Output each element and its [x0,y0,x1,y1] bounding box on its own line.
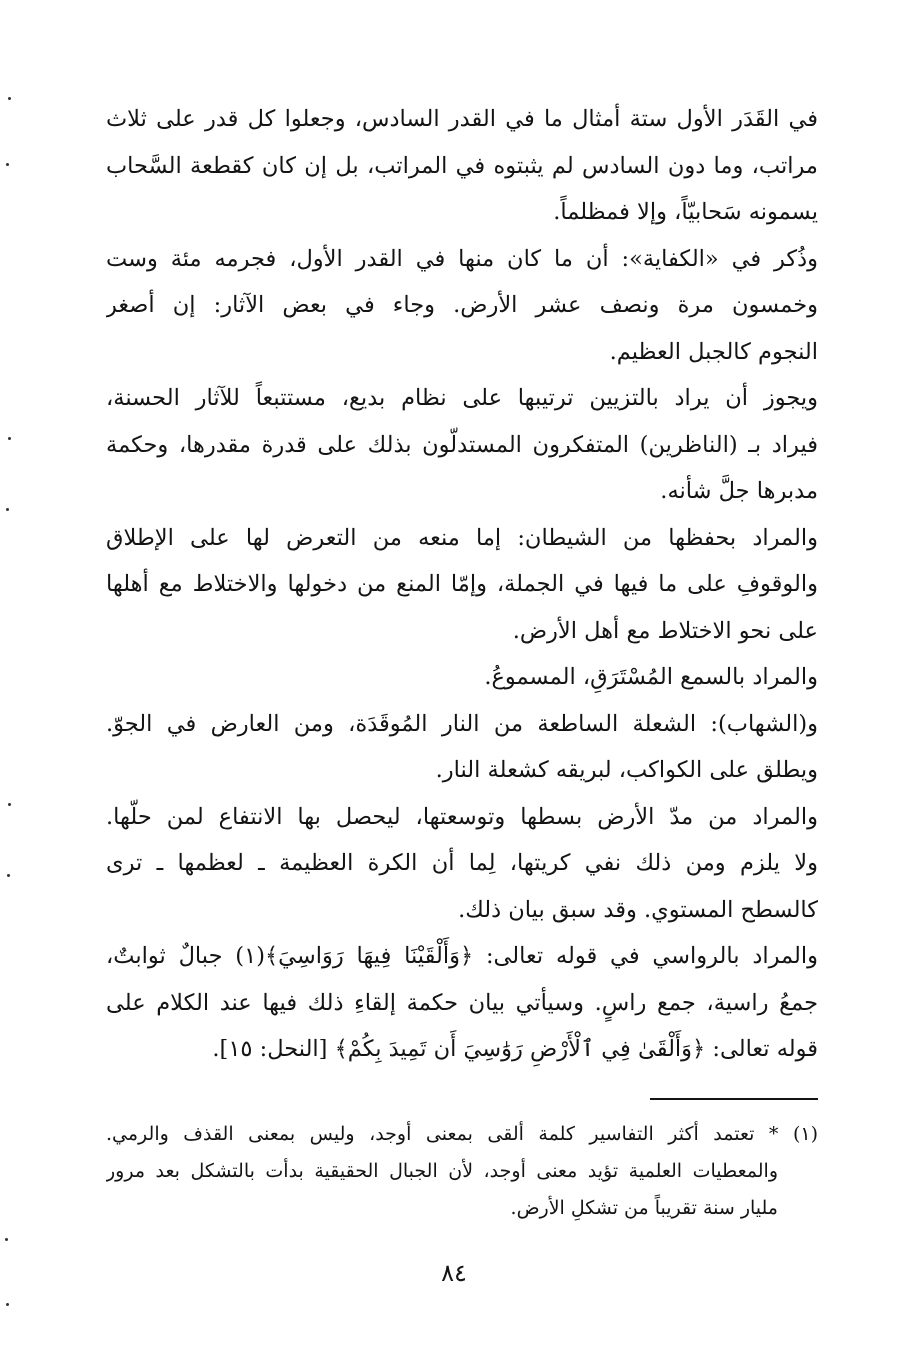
paragraph [106,794,818,934]
footnote-line: (١) * تعتمد أكثر التفاسير كلمة ألقى بمعنى أوجد، وليس بمعنى القذف والرمي. [106,1123,818,1145]
text-line: فيراد بـ (الناظرين) المتفكرون المستدلّون بذلك على قدرة مقدرها، وحكمة [106,431,818,458]
text-line: في القَدَر الأول ستة أمثال ما في القدر السادس، وجعلوا كل قدر على ثلاث [106,106,818,132]
text-line: ويجوز أن يراد بالتزيين ترتيبها على نظام بديع، مستتبعاً للآثار الحسنة، [106,385,818,411]
scan-speck [8,437,11,440]
text-line: قوله تعالى: ﴿وَأَلْقَىٰ فِي ٱلْأَرْضِ رَوَٰسِيَ أَن تَمِيدَ بِكُمْ﴾ [النحل: ١٥]. [212,1036,818,1062]
footnote-line: مليار سنة تقريباً من تشكلِ الأرض. [510,1197,778,1219]
scan-speck [8,803,11,806]
text-line: والوقوفِ على ما فيها في الجملة، وإمّا المنع من دخولها والاختلاط مع أهلها [106,571,818,597]
scan-speck [6,163,9,166]
paragraph [106,701,818,794]
paragraph [106,96,818,236]
text-line: والمراد بالسمع المُسْتَرَقِ، المسموعُ. [484,664,818,690]
text-line: يسمونه سَحابيّاً، وإلا فمظلماً. [553,199,818,225]
footnote-separator [650,1098,818,1100]
text-line: ويطلق على الكواكب، لبريقه كشعلة النار. [435,757,818,783]
text-line: والمراد بالرواسي في قوله تعالى: ﴿وَأَلْقَيْنَا فِيهَا رَوَاسِيَ﴾(١) جبالٌ ثوابتٌ، [106,943,818,969]
page-number: ٨٤ [441,1259,467,1287]
text-line: النجوم كالجبل العظيم. [609,338,818,365]
paragraph [106,654,818,701]
text-line: وذُكر في «الكفاية»: أن ما كان منها في القدر الأول، فجرمه مئة وست [106,245,818,272]
text-line: ولا يلزم ومن ذلك نفي كريتها، لِما أن الكرة العظيمة ـ لعظمها ـ ترى [106,850,818,876]
paragraph [106,515,818,655]
paragraph [106,375,818,515]
text-line: مراتب، وما دون السادس لم يثبتوه في المراتب، بل إن كان كقطعة السَّحاب [106,152,818,179]
text-line: على نحو الاختلاط مع أهل الأرض. [512,617,818,644]
scan-speck [6,508,9,511]
text-line: كالسطح المستوي. وقد سبق بيان ذلك. [458,896,818,923]
scan-speck [7,874,10,877]
scan-speck [5,1238,8,1241]
paragraph [106,933,818,1073]
text-line: والمراد من مدّ الأرض بسطها وتوسعتها، ليحصل بها الانتفاع لمن حلّها. [106,803,818,830]
text-line: و(الشهاب): الشعلة الساطعة من النار المُوقَدَة، ومن العارض في الجوّ. [106,710,818,737]
footnote-line: والمعطيات العلمية تؤيد معنى أوجد، لأن الجبال الحقيقية بدأت بالتشكل بعد مرور [106,1160,778,1182]
text-line: والمراد بحفظها من الشيطان: إما منعه من التعرض لها على الإطلاق [106,524,818,551]
text-line: وخمسون مرة ونصف عشر الأرض. وجاء في بعض الآثار: إن أصغر [106,292,818,318]
text-line: جمعُ راسية، جمع راسٍ. وسيأتي بيان حكمة إلقاءِ ذلك فيها عند الكلام على [106,989,818,1016]
text-line: مدبرها جلَّ شأنه. [660,478,818,504]
scan-speck [8,97,11,100]
main-text [106,96,818,1073]
paragraph [106,236,818,376]
footnotes [106,1116,818,1227]
scan-speck [6,1303,9,1306]
